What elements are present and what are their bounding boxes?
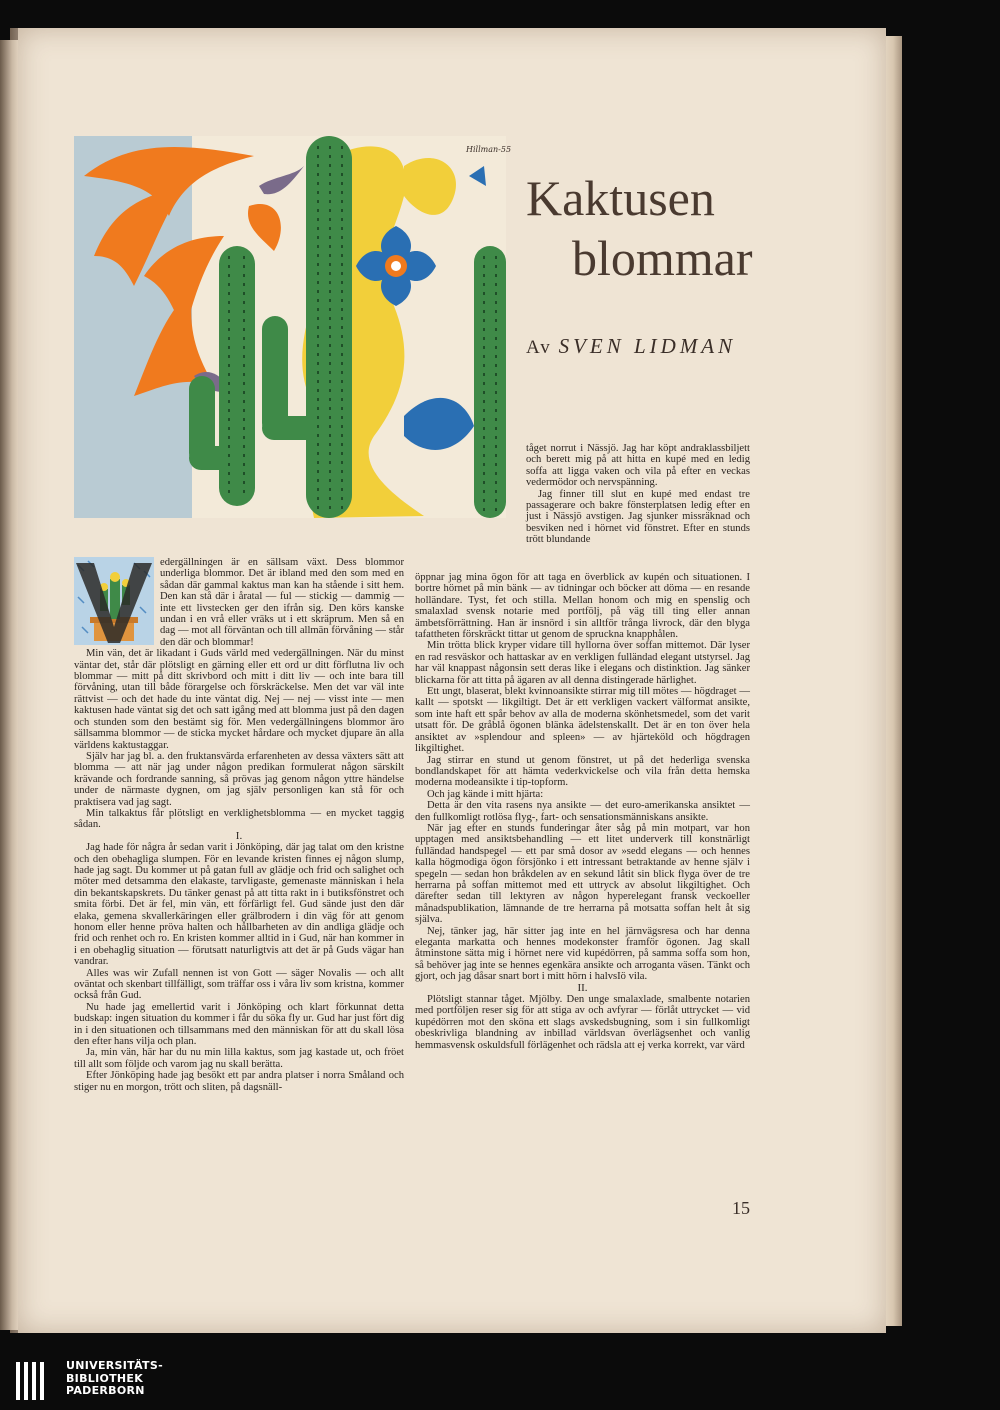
paragraph: Min trötta blick kryper vidare till hyllorna över soffan mittemot. Där lyser en rad resväskor och hattaskar av en verkligen fulländad elegant utstyrsel. Jag har väl knappast någonsin sett deras like i elegans och distinktion. Jag sänker blickarna för att titta på ägaren av all denna distingerade härlighet.: [415, 640, 750, 686]
paragraph: Min vän, det är likadant i Guds värld med vedergällningen. När du minst väntar det, står där plötsligt en gärning eller ett ord ur ditt förflutna liv och blommar — mitt på ditt skrivbord och mitt i ditt liv — och inte bara till förvåning, utan till både förargelse och förskräckelse. Men det var väl inte rättvist — och det hade du inte väntat dig. Nej — nej — visst inte — men kaktusen hade väntat sig det och satt igång med att blomma just på den dagen och stunden som den bestämt sig för. Men vedergällningens blommor äro sällsamma blommor — de sticka mycket hårdare och mycket djupare än alla världens kaktustaggar.: [74, 648, 404, 751]
title-line-2: blommar: [572, 230, 753, 286]
cactus: [474, 246, 506, 518]
title-line-1: Kaktusen: [526, 170, 715, 226]
page-number: 15: [732, 1198, 750, 1218]
logo-text: [66, 1360, 163, 1398]
byline-prefix: Av: [526, 337, 552, 358]
paragraph: Jag stirrar en stund ut genom fönstret, ut på det hederliga svenska bondlandskapet för att hämta vederkvickelse och vila från detta hemska moderna modeansikte i tip-topform.: [415, 754, 750, 789]
illustration-signature: Hillman-55: [466, 145, 512, 154]
paragraph: tåget norrut i Nässjö. Jag har köpt andraklassbiljett och berett mig på att hitta en kupé med en ledig soffa att ligga vaken och vila på efter en veckas vedermödor och nervspänning.: [526, 443, 750, 489]
article-title: [526, 168, 766, 288]
paragraph: När jag efter en stunds funderingar åter såg på min motpart, var hon upptagen med ansiktsbehandling — ett litet underverk till konstnärligt fulländad handspegel — ett par små dosor av »sedd elegans — och hennes kalla högmodiga ögon försjönko i ett intressant betraktande av henne själv i spegeln — sedan hon bråkdelen av en sekund låtit sin blick flyga över de tre herrarna på soffan mittemot med ett uttryck av absolut likgiltighet. Och därefter sedan till lektyren av någon hyperelegant fransk veckoeller månadspublikation, lämnande de tre herrarna på motsatta soffan helt åt sig själva.: [415, 822, 750, 926]
cactus-arm: [262, 416, 322, 440]
paragraph: Ett ungt, blaserat, blekt kvinnoansikte stirrar mig till mötes — högdraget — kallt — spotskt — likgiltigt. Det är ett verkligen vackert välformat ansikte, som inte haft ett spår behov av alla de moderna skönhetsmedel, som det varit utsatt för. De gråblå ögonen blänka ädelstenskallt. Det är en ton över hela ansiktet av »splendour and spleen» — av hjärteköld och högdragen likgiltighet.: [415, 686, 750, 755]
paragraph: Ja, min vän, här har du nu min lilla kaktus, som jag kastade ut, och fröet till allt som följde och varom jag nu skall berätta.: [74, 1047, 404, 1070]
paragraph: öppnar jag mina ögon för att taga en överblick av kupén och situationen. I bortre hörnet på min bänk — av tidningar och böcker att döma — en resande holländare. Tyst, fet och stilla. Mellan honom och mig en spenslig och smalaxlad svensk notarie med portfölj, på väg till ting eller annan ämbetsförrättning. Han är insnörd i sin alltför trånga livrock, där den blyga tafattheten förskräckt tittar ut genom de spruckna knapphålen.: [415, 572, 750, 641]
section-heading-2: II.: [577, 981, 588, 994]
right-column-top: [526, 443, 750, 546]
paragraph: Jag finner till slut en kupé med endast tre passagerare och bakre fönsterplatsen ledig efter en just i Nässjö avstigen. Jag sjunker missräknad och besviken ned i hörnet vid fönstret. Efter en stunds trött blundande: [526, 488, 750, 546]
paragraph: Min talkaktus får plötsligt en verklighetsblomma — en mycket taggig sådan.: [74, 807, 404, 831]
paragraph: Jag hade för några år sedan varit i Jönköping, där jag talat om den kristne och den obehagliga slumpen. För en levande kristen finnes ej någon slump, hade jag sagt. Du kommer ut på gatan full av glädje och frid och salighet och möter med detsamma den elakaste, tarvligaste, gemenaste människan i hela din bekantskapskrets. Du tänker genast på att titta rakt in i butiksfönstret och smita förbi. Det är fel, min vän, ett förfärligt fel. Gud sände just den där elaka, gemena skvallerkäringen eller grälbrodern i din väg för att genom honom eller henne pröva halten och hållbarheten av din andliga glädje och frid och renhet och ro. En kristen kommer alltid in i Gud, när han kommer in i en obehaglig situation — förutsatt naturligtvis att det är på Guds vägar han vandrar.: [74, 842, 404, 968]
logo-line-2: BIBLIOTHEK: [66, 1371, 144, 1385]
paragraph-intro: edergällningen är en sällsam växt. Dess blommor underliga blommor. Det är ibland med den som med en sådan där gammal kaktus man kan ha stående i sitt hem. Den kan stå där i åratal — ful — stickig — dammig — inte ett livstecken ger den ifrån sig. Den körs kanske undan i en vrå eller vräks ut i ett skräprum. Men så en dag — mot all förväntan och till allmän förvåning — står den där och blommar!: [160, 557, 404, 648]
logo-bars-icon: [16, 1358, 56, 1398]
left-column: [74, 557, 404, 1093]
author-name: SVEN LIDMAN: [558, 334, 737, 358]
logo-line-1: UNIVERSITÄTS-: [66, 1359, 163, 1372]
paragraph: Nu hade jag emellertid varit i Jönköping och klart förkunnat detta budskap: ingen situation du kommer i får du söka fly ur. Gud har just fört dig in i den situationen och tillsammans med den människan för att du skall lösa den efter hans vilja och plan.: [74, 1001, 404, 1048]
cactus-illustration: [74, 136, 512, 518]
paragraph: Detta är den vita rasens nya ansikte — det euro-amerikanska ansiktet — den fullkomligt rotlösa flyg-, fart- och sensationsmänniskans ansikte.: [415, 800, 750, 823]
logo-line-3: PADERBORN: [66, 1384, 145, 1397]
paragraph: Och jag kände i mitt hjärta:: [427, 788, 544, 800]
cactus-arm: [189, 446, 249, 470]
left-page-edge: [0, 40, 20, 1330]
paragraph: Efter Jönköping hade jag besökt ett par andra platser i norra Småland och stiger nu en morgon, trött och sliten, på dagsnäll-: [74, 1070, 404, 1093]
paragraph: Alles was wir Zufall nennen ist von Gott — säger Novalis — och allt oväntat och skenbart tillfälligt, som träffar oss i våra liv som kristna, kommer också från Gud.: [74, 967, 404, 1002]
right-column-main: [415, 572, 750, 1051]
paragraph: Plötsligt stannar tåget. Mjölby. Den unge smalaxlade, smalbente notarien med portföljen reser sig för att stiga av och avfyrar — förlåt uttrycket — vid kupédörren mot den sköna ett slags avskedsbugning, som i sin fullkomligt obeskrivliga blandning av inbillad världsvan överlägsenhet och vanlig hemmasvensk oskuldsfull förlägenhet och rädsla att ej verka korrekt, var värd: [415, 994, 750, 1051]
paragraph: Nej, tänker jag, här sitter jag inte en hel järnvägsresa och har denna eleganta markatta och hennes modekonster framför ögonen. Jag skall åtminstone sätta mig i hörnet nere vid kupédörren, på samma soffa som hon, så behöver jag inte se hennes egenkära ansikte och arroganta väsen. Tänkt och gjort, och jag dåsar snart bort i mitt hörn i halvsIö vila.: [415, 925, 750, 983]
section-heading-1: I.: [235, 829, 243, 842]
byline: [526, 334, 736, 359]
paragraph: Själv har jag bl. a. den fruktansvärda erfarenheten av dessa växters sätt att blomma — att när jag under någon predikan formulerat någon särskilt krävande och fordrande sanning, så prövas jag genom någon yttre händelse under de närmaste dygnen, om jag själv personligen kan stå för och praktisera vad jag sagt.: [74, 750, 404, 808]
